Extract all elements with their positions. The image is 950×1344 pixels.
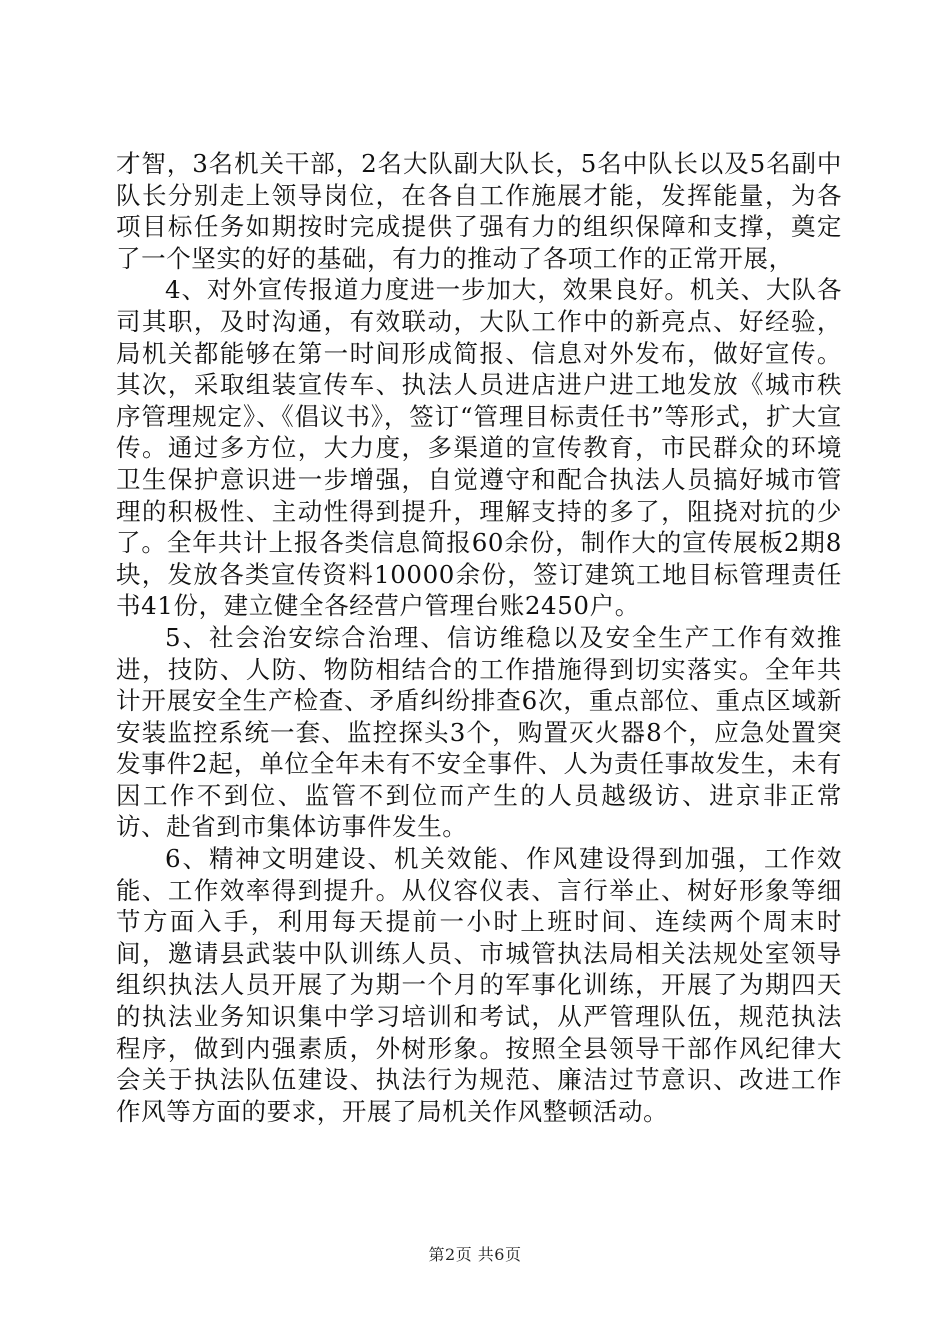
page-footer: 第2页 共6页 <box>428 1245 522 1264</box>
paragraph-1: 才智，3名机关干部，2名大队副大队长，5名中队长以及5名副中队长分别走上领导岗位，在各自工作施展才能，发挥能量，为各项目标任务如期按时完成提供了强有力的组织保障和支撑，奠定了一个坚实的好的基础，有力的推动了各项工作的正常开展， <box>116 149 842 273</box>
paragraph-4: 6、精神文明建设、机关效能、作风建设得到加强，工作效能、工作效率得到提升。从仪容仪表、言行举止、树好形象等细节方面入手，利用每天提前一小时上班时间、连续两个周末时间，邀请县武装中队训练人员、市城管执法局相关法规处室领导组织执法人员开展了为期一个月的军事化训练，开展了为期四天的执法业务知识集中学习培训和考试，从严管理队伍，规范执法程序，做到内强素质，外树形象。按照全县领导干部作风纪律大会关于执法队伍建设、执法行为规范、廉洁过节意识、改进工作作风等方面的要求，开展了局机关作风整顿活动。 <box>116 844 842 1126</box>
document-body <box>116 148 842 1127</box>
paragraph-2: 4、对外宣传报道力度进一步加大，效果良好。机关、大队各司其职，及时沟通，有效联动，大队工作中的新亮点、好经验，局机关都能够在第一时间形成简报、信息对外发布，做好宣传。其次，采取组装宣传车、执法人员进店进户进工地发放《城市秩序管理规定》、《倡议书》，签订“管理目标责任书”等形式，扩大宣传。通过多方位，大力度，多渠道的宣传教育，市民群众的环境卫生保护意识进一步增强，自觉遵守和配合执法人员搞好城市管理的积极性、主动性得到提升，理解支持的多了，阻挠对抗的少了。全年共计上报各类信息简报60余份，制作大的宣传展板2期8块，发放各类宣传资料10000余份，签订建筑工地目标管理责任书41份，建立健全各经营户管理台账2450户。 <box>116 275 842 621</box>
paragraph-3: 5、社会治安综合治理、信访维稳以及安全生产工作有效推进，技防、人防、物防相结合的工作措施得到切实落实。全年共计开展安全生产检查、矛盾纠纷排查6次，重点部位、重点区域新安装监控系统一套、监控探头3个，购置灭火器8个，应急处置突发事件2起，单位全年未有不安全事件、人为责任事故发生，未有因工作不到位、监管不到位而产生的人员越级访、进京非正常访、赴省到市集体访事件发生。 <box>116 622 843 842</box>
